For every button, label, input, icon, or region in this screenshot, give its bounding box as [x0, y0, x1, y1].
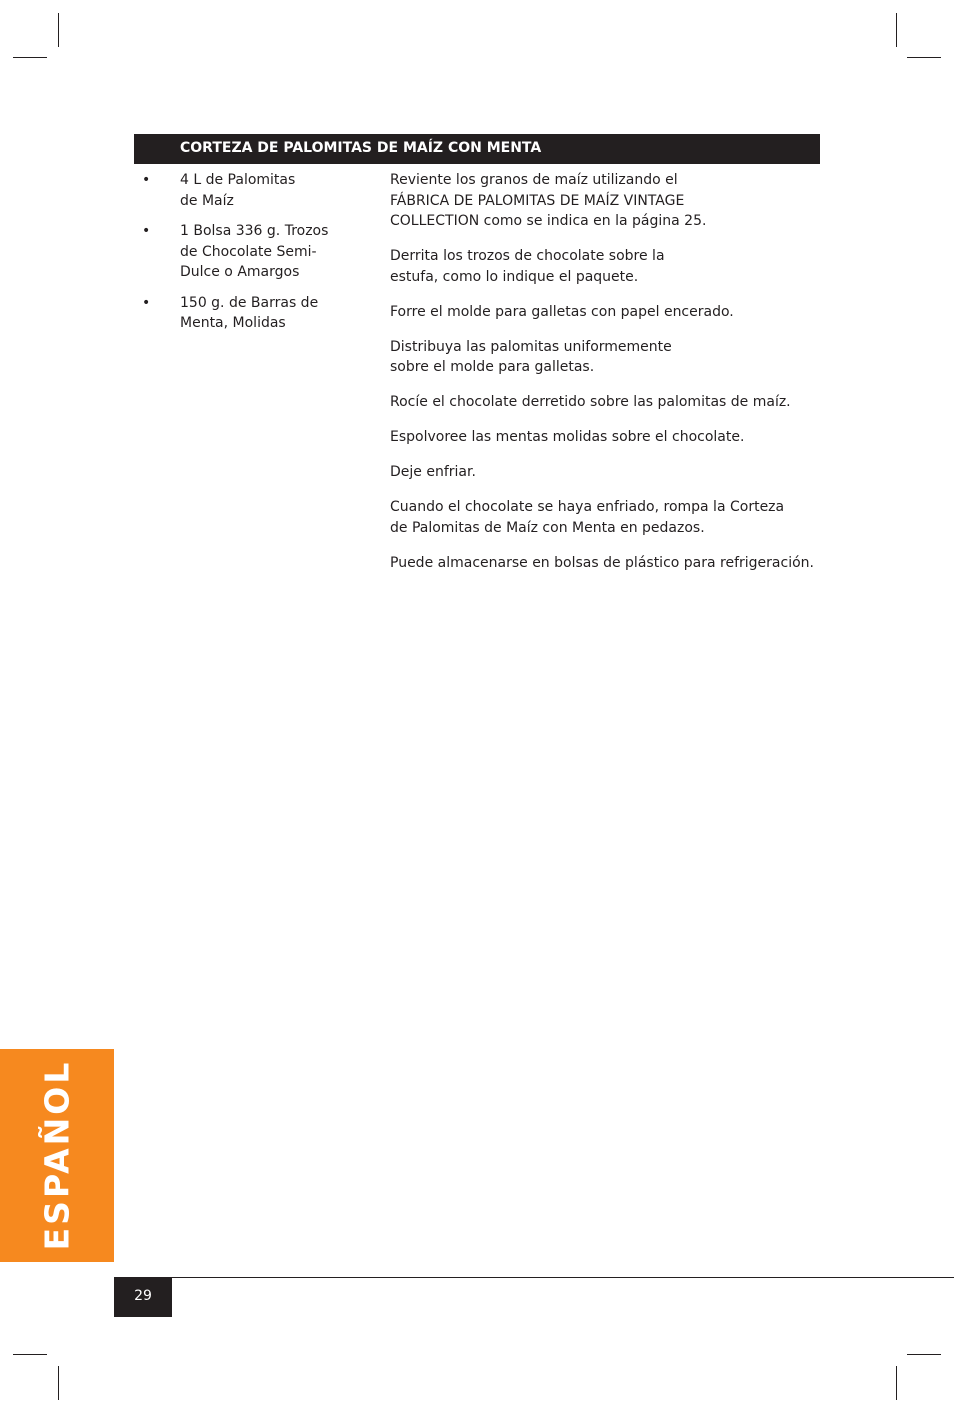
- ingredient-list: [134, 170, 364, 344]
- instruction-step: Rocíe el chocolate derretido sobre las palomitas de maíz.: [390, 394, 791, 410]
- crop-mark: [896, 13, 897, 47]
- footer-rule: [114, 1277, 954, 1278]
- crop-mark: [13, 57, 47, 58]
- bullet: •: [142, 223, 151, 239]
- page-number: 29: [134, 1288, 152, 1304]
- ingredient-text: 150 g. de Barras de Menta, Molidas: [180, 294, 319, 331]
- crop-mark: [896, 1366, 897, 1400]
- ingredient-item: [134, 170, 364, 211]
- instruction-list: [390, 170, 820, 588]
- instruction-step: Cuando el chocolate se haya enfriado, rompa la Corteza de Palomitas de Maíz con Menta en pedazos.: [390, 499, 785, 536]
- language-label: ESPAÑOL: [37, 1059, 77, 1251]
- ingredient-text: 4 L de Palomitas de Maíz: [180, 172, 296, 209]
- instruction-step: Deje enfriar.: [390, 464, 476, 480]
- instruction-step: Derrita los trozos de chocolate sobre la estufa, como lo indique el paquete.: [390, 248, 665, 285]
- ingredient-item: [134, 221, 364, 283]
- instruction-step: Espolvoree las mentas molidas sobre el chocolate.: [390, 429, 745, 445]
- bullet: •: [142, 172, 151, 188]
- instruction-step: Puede almacenarse en bolsas de plástico para refrigeración.: [390, 554, 814, 571]
- page-number-box: [114, 1278, 172, 1317]
- crop-mark: [907, 1354, 941, 1355]
- crop-mark: [907, 57, 941, 58]
- crop-mark: [13, 1354, 47, 1355]
- crop-mark: [58, 1366, 59, 1400]
- ingredient-text: 1 Bolsa 336 g. Trozos de Chocolate Semi- Dulce o Amargos: [180, 223, 329, 280]
- bullet: •: [142, 294, 151, 311]
- recipe-header-bar: [134, 134, 820, 164]
- recipe-title: CORTEZA DE PALOMITAS DE MAÍZ CON MENTA: [180, 140, 542, 156]
- instruction-step: Distribuya las palomitas uniformemente sobre el molde para galletas.: [390, 338, 672, 375]
- language-tab: [0, 1049, 114, 1262]
- crop-mark: [58, 13, 59, 47]
- ingredient-item: [134, 293, 364, 334]
- instruction-step: Forre el molde para galletas con papel encerado.: [390, 303, 734, 320]
- instruction-step: Reviente los granos de maíz utilizando el FÁBRICA DE PALOMITAS DE MAÍZ VINTAGE COLLECTION como se indica en la página 25.: [390, 172, 707, 229]
